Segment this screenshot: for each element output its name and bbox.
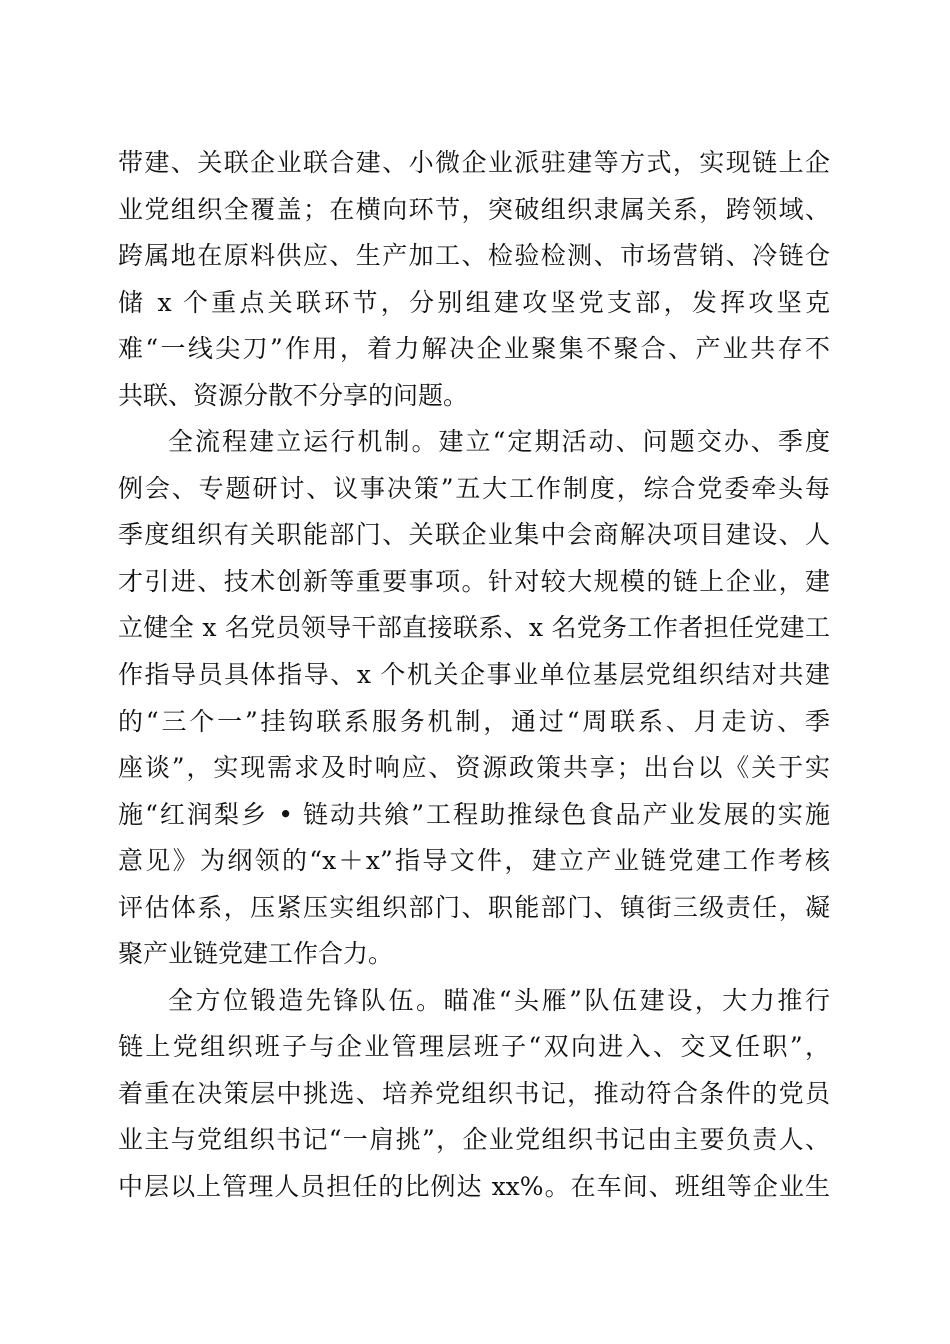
text-line: 链上党组织班子与企业管理层班子“双向进入、交叉任职”，	[118, 1032, 830, 1062]
text-line: 业主与党组织书记“一肩挑”，企业党组织书记由主要负责人、	[118, 1125, 830, 1155]
text-line: 着重在决策层中挑选、培养党组织书记，推动符合条件的党员	[118, 1078, 830, 1108]
paragraph-heading-line: 全方位锻造先锋队伍。瞄准“头雁”队伍建设，大力推行	[168, 985, 830, 1015]
text-line: 座谈”，实现需求及时响应、资源政策共享；出台以《关于实	[118, 753, 830, 783]
text-line: 跨属地在原料供应、生产加工、检验检测、市场营销、冷链仓	[118, 241, 830, 271]
text-line: 的“三个一”挂钩联系服务机制，通过“周联系、月走访、季	[118, 706, 830, 736]
text-line: 中层以上管理人员担任的比例达 xx%。在车间、班组等企业生	[118, 1172, 830, 1201]
text-line: 带建、关联企业联合建、小微企业派驻建等方式，实现链上企	[118, 148, 830, 177]
text-line: 意见》为纲领的“x＋x”指导文件，建立产业链党建工作考核	[118, 846, 830, 876]
text-line: 才引进、技术创新等重要事项。针对较大规模的链上企业，建	[118, 566, 830, 596]
text-line: 储 x 个重点关联环节，分别组建攻坚党支部，发挥攻坚克	[118, 287, 830, 317]
text-line: 施“红润梨乡 • 链动共飨”工程助推绿色食品产业发展的实施	[118, 799, 830, 829]
text-line: 作指导员具体指导、x 个机关企事业单位基层党组织结对共建	[118, 660, 830, 689]
text-line: 共联、资源分散不分享的问题。	[118, 380, 469, 410]
text-line: 季度组织有关职能部门、关联企业集中会商解决项目建设、人	[118, 520, 830, 550]
text-line: 业党组织全覆盖；在横向环节，突破组织隶属关系，跨领域、	[118, 194, 830, 224]
text-line: 评估体系，压紧压实组织部门、职能部门、镇街三级责任，凝	[118, 892, 830, 922]
text-line: 难“一线尖刀”作用，着力解决企业聚集不聚合、产业共存不	[118, 334, 830, 364]
text-line: 聚产业链党建工作合力。	[118, 939, 394, 969]
text-line: 例会、专题研讨、议事决策”五大工作制度，综合党委牵头每	[118, 473, 830, 503]
paragraph-heading-line: 全流程建立运行机制。建立“定期活动、问题交办、季度	[168, 427, 830, 457]
text-line: 立健全 x 名党员领导干部直接联系、x 名党务工作者担任党建工	[118, 613, 830, 643]
